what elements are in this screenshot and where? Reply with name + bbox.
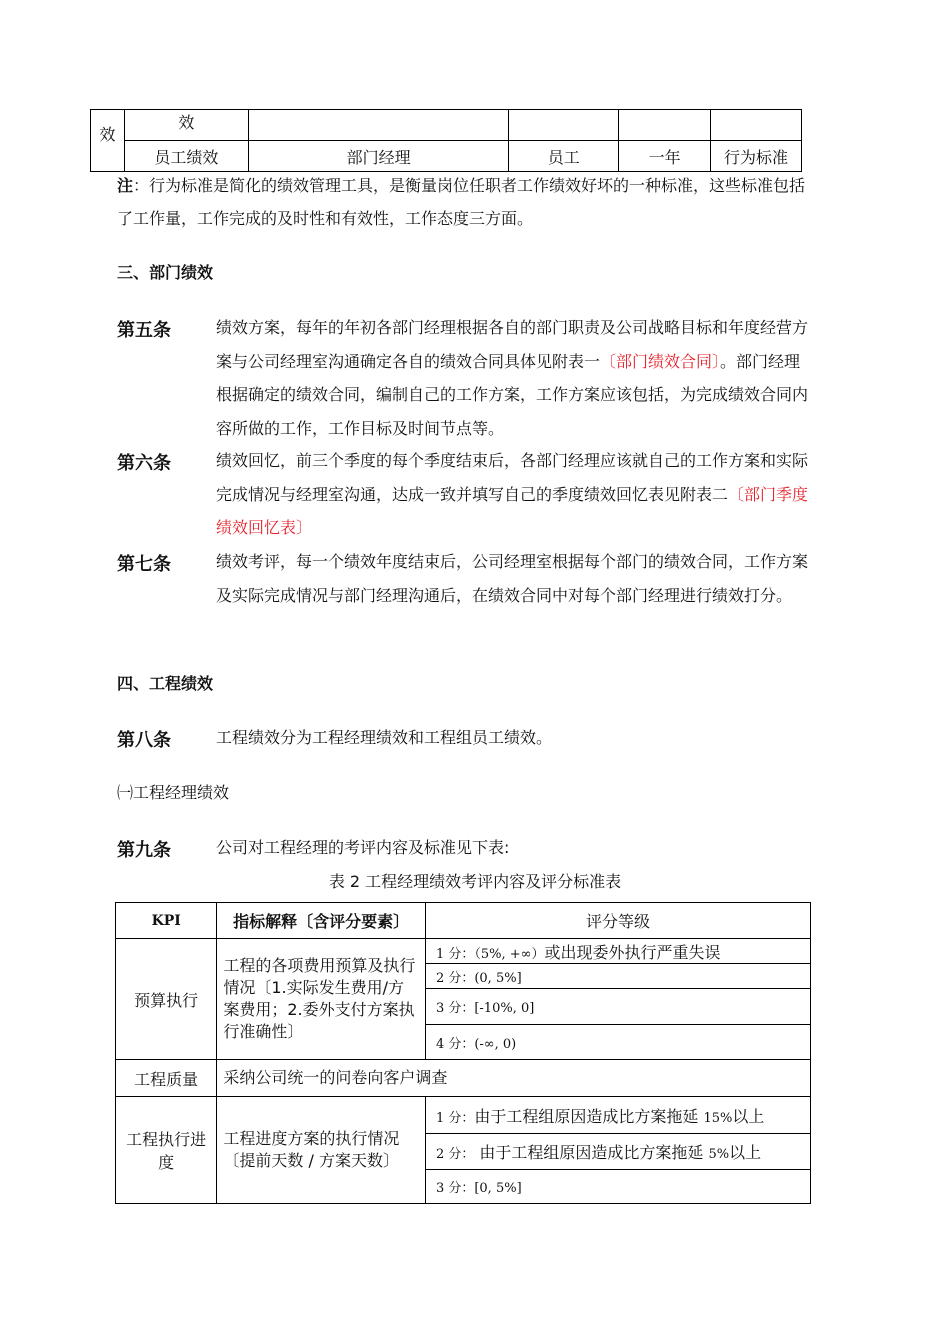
grade-cell: 3 分：[-10%, 0] — [425, 989, 810, 1025]
header-explanation: 指标解释〔含评分要素〕 — [217, 903, 426, 939]
note-paragraph — [117, 169, 817, 235]
table-row — [116, 939, 811, 964]
table-cell: 行为标准 — [711, 141, 802, 172]
table-row — [116, 1060, 811, 1097]
table-cell — [509, 110, 619, 141]
article-9-label: 第九条 — [117, 840, 171, 861]
table-cell: 效 — [124, 110, 248, 141]
table-cell — [711, 110, 802, 141]
article-7-label: 第七条 — [117, 554, 171, 575]
kpi-budget: 预算执行 — [116, 939, 217, 1060]
section-heading-4: 四、工程绩效 — [117, 674, 214, 693]
article-8-text: 工程绩效分为工程经理绩效和工程组员工绩效。 — [216, 728, 553, 747]
grade-cell: 1 分：由于工程组原因造成比方案拖延 15%以上 — [425, 1097, 810, 1134]
article-5-label: 第五条 — [117, 320, 171, 341]
grade-cell: 1 分：（5%, +∞）或出现委外执行严重失误 — [425, 939, 810, 964]
article-6-text: 绩效回忆，前三个季度的每个季度结束后，各部门经理应该就自己的工作方案和实际完成情况与经理室沟通，达成一致并填写自己的季度绩效回忆表见附表二〔部门季度绩效回忆表〕 — [216, 451, 809, 537]
grade-cell: 4 分：(-∞, 0) — [425, 1025, 810, 1060]
article-9-text: 公司对工程经理的考评内容及标准见下表: — [216, 838, 510, 857]
table-cell — [248, 110, 509, 141]
table-cell: 一年 — [619, 141, 711, 172]
note-text: ：行为标准是简化的绩效管理工具，是衡量岗位任职者工作绩效好坏的一种标准，这些标准包括了工作量，工作完成的及时性和有效性，工作态度三方面。 — [117, 176, 806, 228]
subsection-heading: ㈠工程经理绩效 — [117, 783, 230, 802]
grade-cell: 2 分： 由于工程组原因造成比方案拖延 5%以上 — [425, 1134, 810, 1170]
top-table — [90, 109, 802, 172]
explanation-quality: 采纳公司统一的问卷向客户调查 — [217, 1060, 811, 1097]
table-cell: 员工绩效 — [124, 141, 248, 172]
table-cell: 员工 — [509, 141, 619, 172]
explanation-schedule: 工程进度方案的执行情况〔提前天数 / 方案天数〕 — [217, 1097, 426, 1204]
article-5-text: 绩效方案，每年的年初各部门经理根据各自的部门职责及公司战略目标和年度经营方案与公司经理室沟通确定各自的绩效合同具体见附表一〔部门绩效合同〕。部门经理根据确定的绩效合同，编制自己的工作方案，工作方案应该包括，为完成绩效合同内容所做的工作，工作目标及时间节点等。 — [216, 318, 809, 438]
note-label: 注 — [117, 176, 134, 195]
article-6-label: 第六条 — [117, 453, 171, 474]
article-5-link: 〔部门绩效合同〕 — [600, 351, 721, 371]
table-row — [91, 141, 802, 172]
grade-cell: 3 分：[0, 5%] — [425, 1170, 810, 1204]
kpi-table — [115, 902, 811, 1204]
article-8-label: 第八条 — [117, 730, 171, 751]
grade-cell: 2 分：(0, 5%] — [425, 964, 810, 989]
table-row — [116, 1097, 811, 1134]
table-row — [91, 110, 802, 141]
kpi-schedule: 工程执行进度 — [116, 1097, 217, 1204]
header-grade: 评分等级 — [425, 903, 810, 939]
table-caption: 表 2 工程经理绩效考评内容及评分标准表 — [328, 872, 622, 891]
kpi-quality: 工程质量 — [116, 1060, 217, 1097]
side-label-cell: 效 — [91, 110, 125, 172]
table-cell — [619, 110, 711, 141]
header-kpi: KPI — [116, 903, 217, 939]
article-7-text: 绩效考评，每一个绩效年度结束后，公司经理室根据每个部门的绩效合同，工作方案及实际完成情况与部门经理沟通后，在绩效合同中对每个部门经理进行绩效打分。 — [216, 552, 809, 605]
explanation-budget: 工程的各项费用预算及执行情况〔1.实际发生费用/方案费用；2.委外支付方案执行准确性〕 — [217, 939, 426, 1060]
article-6-link: 〔部门季度绩效回忆表〕 — [216, 484, 809, 537]
table-cell: 部门经理 — [248, 141, 509, 172]
table-header-row — [116, 903, 811, 939]
section-heading-3: 三、部门绩效 — [117, 263, 214, 282]
